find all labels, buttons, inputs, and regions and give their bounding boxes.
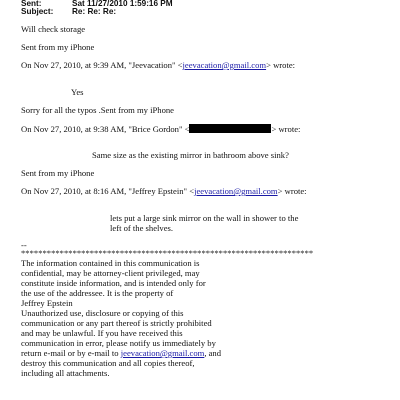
signature-line: Sent from my iPhone xyxy=(21,168,95,178)
disclaimer-line: constitute inside information, and is intended only for xyxy=(21,278,206,288)
disclaimer-line: confidential, may be attorney-client privileged, may xyxy=(21,268,200,278)
reply-text: Will check storage xyxy=(21,24,86,34)
quote-header-1-suffix: > wrote: xyxy=(266,60,296,70)
redaction-block xyxy=(189,124,271,133)
quoted-shower-line-1: lets put a large sink mirror on the wall in shower to the xyxy=(110,213,299,223)
sent-value: Sat 11/27/2010 1:59:16 PM xyxy=(72,0,173,8)
subject-value: Re: Re: Re: xyxy=(72,7,117,16)
disclaimer-line-email xyxy=(21,348,221,358)
signature-line: Sent from my iPhone xyxy=(21,42,95,52)
disclaimer-line-suffix: , and xyxy=(204,348,222,358)
disclaimer-separator: ******************************************************************** xyxy=(21,248,314,258)
disclaimer-line: The information contained in this communication is xyxy=(21,258,200,268)
disclaimer-line: and may be unlawful. If you have received this xyxy=(21,328,183,338)
subject-label: Subject: xyxy=(21,7,54,16)
disclaimer-line: communication or any part thereof is strictly prohibited xyxy=(21,318,212,328)
disclaimer-line: Jeffrey Epstein xyxy=(21,298,73,308)
quote-header-2-suffix: > wrote: xyxy=(271,124,301,134)
email-link[interactable]: jeevacation@gmail.com xyxy=(120,348,205,358)
disclaimer-line-prefix: return e-mail or by e-mail to xyxy=(21,348,121,358)
quoted-shower-line-2: left of the shelves. xyxy=(110,223,174,233)
disclaimer-line: the use of the addressee. It is the property of xyxy=(21,288,174,298)
quote-header-3-suffix: > wrote: xyxy=(277,186,307,196)
disclaimer-line: including all attachments. xyxy=(21,368,110,378)
disclaimer-line: destroy this communication and all copies thereof, xyxy=(21,358,195,368)
sent-label: Sent: xyxy=(21,0,42,8)
quote-header-3 xyxy=(21,186,307,196)
disclaimer-line: Unauthorized use, disclosure or copying of this xyxy=(21,308,184,318)
quoted-mirror-question: Same size as the existing mirror in bathroom above sink? xyxy=(92,150,289,160)
quote-header-2-prefix: On Nov 27, 2010, at 9:38 AM, "Brice Gordon" < xyxy=(21,124,190,134)
disclaimer-line: communication in error, please notify us immediately by xyxy=(21,338,216,348)
email-link[interactable]: jeevacation@gmail.com xyxy=(194,186,278,196)
email-link[interactable]: jeevacation@gmail.com xyxy=(182,60,267,70)
quote-header-3-prefix: On Nov 27, 2010, at 8:16 AM, "Jeffrey Epstein" < xyxy=(21,186,195,196)
signature-dash: -- xyxy=(21,240,27,250)
quoted-typos-line: Sorry for all the typos .Sent from my iPhone xyxy=(21,105,175,115)
quote-header-1 xyxy=(21,60,295,70)
quote-header-2 xyxy=(21,124,300,134)
quote-header-1-prefix: On Nov 27, 2010, at 9:39 AM, "Jeevacation" < xyxy=(21,60,183,70)
quoted-reply-yes: Yes xyxy=(71,87,84,97)
